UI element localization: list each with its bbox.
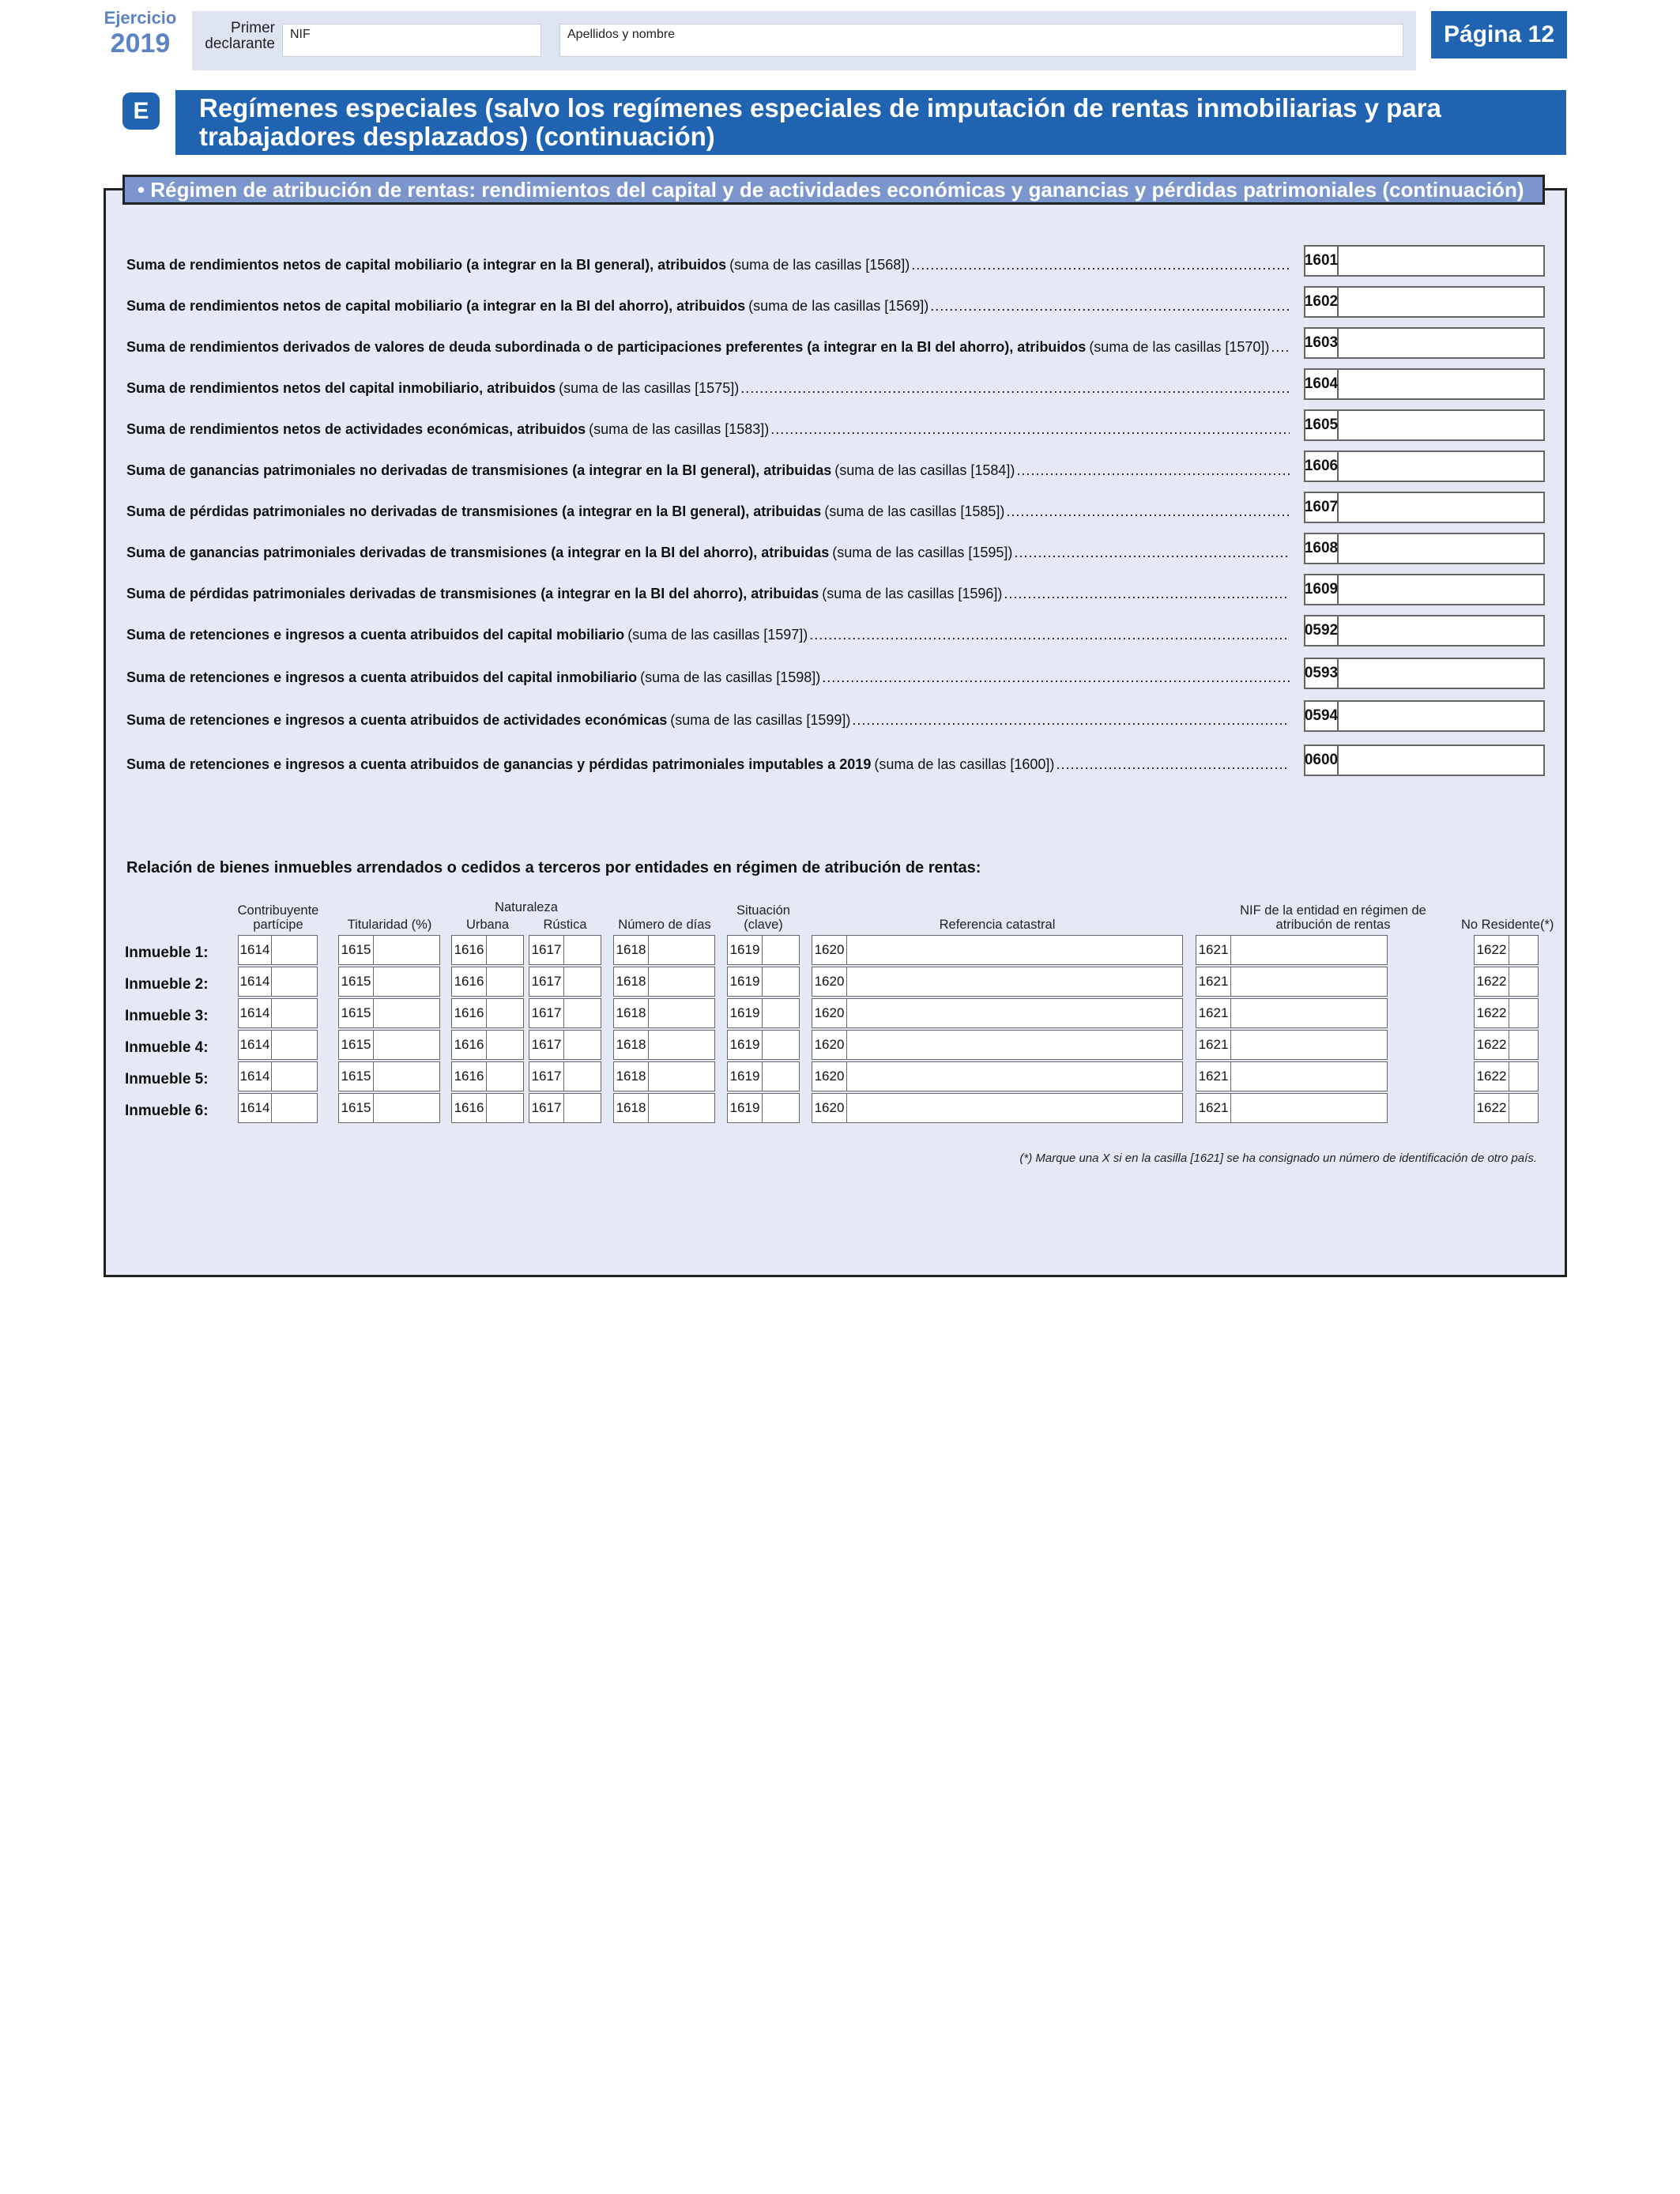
header-nif-entidad: NIF de la entidad en régimen de atribución de rentas [1240,903,1426,932]
table-cell[interactable] [238,935,318,965]
leader-dots [852,712,1290,729]
row-label: Suma de retenciones e ingresos a cuenta atribuidos de actividades económicas [126,712,668,728]
cell-code: 1618 [614,1062,649,1091]
row-label: Suma de ganancias patrimoniales no derivadas de transmisiones (a integrar en la BI general), atribuidas [126,462,832,478]
row-note: (suma de las casillas [1598]) [640,669,821,685]
cell-code: 1614 [239,1062,272,1091]
casilla-number: 1605 [1305,411,1339,439]
casilla-input[interactable] [1304,286,1545,318]
cell-code: 1614 [239,999,272,1027]
apellidos-field[interactable] [559,24,1403,57]
row-label: Suma de rendimientos netos de capital mobiliario (a integrar en la BI general), atribuidos [126,257,727,273]
table-cell[interactable] [727,998,800,1028]
header-no-residente: No Residente(*) [1461,918,1554,932]
table-cell[interactable] [613,935,715,965]
table-cell[interactable] [1196,967,1388,997]
cell-code: 1618 [614,1031,649,1059]
row-note: (suma de las casillas [1600]) [874,756,1055,772]
subsection-title: • Régimen de atribución de rentas: rendimientos del capital y de actividades económicas y ganancias y pérdidas patrimoniales (continuación) [137,178,1524,202]
cell-code: 1615 [339,1094,374,1122]
table-cell[interactable] [1474,1061,1539,1091]
header-referencia: Referencia catastral [939,918,1056,932]
table-cell[interactable] [338,935,440,965]
row-description [126,457,1290,479]
row-note: (suma de las casillas [1583]) [589,421,770,437]
table-cell[interactable] [812,935,1183,965]
cell-code: 1616 [452,1031,487,1059]
casilla-input[interactable] [1304,700,1545,732]
cell-code: 1620 [812,1031,847,1059]
inmueble-label: Inmueble 1: [125,944,209,961]
cell-code: 1619 [728,1062,763,1091]
casilla-number: 1606 [1305,452,1339,481]
table-cell[interactable] [451,1030,524,1060]
cell-code: 1615 [339,967,374,996]
leader-dots [770,421,1290,438]
header-naturaleza: Naturaleza [495,900,558,914]
cell-code: 1618 [614,1094,649,1122]
cell-code: 1618 [614,999,649,1027]
casilla-number: 0594 [1305,702,1339,730]
casilla-number: 1607 [1305,493,1339,522]
table-cell[interactable] [727,935,800,965]
row-description [126,292,1290,315]
footnote: (*) Marque una X si en la casilla [1621] se ha consignado un número de identificación de otro país. [1019,1152,1537,1165]
table-cell[interactable] [451,935,524,965]
inmueble-label: Inmueble 3: [125,1008,209,1024]
inmueble-label: Inmueble 6: [125,1103,209,1119]
table-cell[interactable] [727,1030,800,1060]
table-cell[interactable] [1474,967,1539,997]
table-cell[interactable] [451,998,524,1028]
casilla-input[interactable] [1304,533,1545,564]
cell-code: 1617 [529,999,564,1027]
cell-code: 1614 [239,967,272,996]
casilla-input[interactable] [1304,658,1545,689]
cell-code: 1619 [728,1094,763,1122]
cell-code: 1617 [529,1031,564,1059]
table-title: Relación de bienes inmuebles arrendados o cedidos a terceros por entidades en régimen de atribución de rentas: [126,859,981,876]
casilla-number: 1601 [1305,247,1339,275]
cell-code: 1621 [1196,1094,1231,1122]
cell-code: 1619 [728,936,763,964]
leader-dots [911,257,1290,273]
cell-code: 1616 [452,1094,487,1122]
cell-code: 1621 [1196,1031,1231,1059]
casilla-input[interactable] [1304,745,1545,776]
table-cell[interactable] [1474,1030,1539,1060]
cell-code: 1616 [452,999,487,1027]
table-cell[interactable] [338,1093,440,1123]
table-cell[interactable] [613,1093,715,1123]
table-cell[interactable] [238,967,318,997]
row-description [126,621,1290,643]
row-description [126,334,1290,356]
cell-code: 1617 [529,1094,564,1122]
row-description [126,375,1290,397]
table-cell[interactable] [812,1093,1183,1123]
cell-code: 1619 [728,999,763,1027]
header-titularidad: Titularidad (%) [347,918,432,932]
header-numero-dias: Número de días [618,918,711,932]
row-description [126,498,1290,520]
row-description [126,707,1290,729]
row-label: Suma de rendimientos netos de capital mobiliario (a integrar en la BI del ahorro), atribuidos [126,298,746,314]
table-cell[interactable] [238,998,318,1028]
cell-code: 1619 [728,1031,763,1059]
table-cell[interactable] [1196,1061,1388,1091]
casilla-input[interactable] [1304,368,1545,400]
leader-dots [1006,503,1290,520]
leader-dots [1014,545,1290,561]
cell-code: 1622 [1475,967,1509,996]
casilla-number: 1604 [1305,370,1339,398]
cell-code: 1622 [1475,1062,1509,1091]
cell-code: 1618 [614,967,649,996]
leader-dots [1056,756,1290,773]
table-cell[interactable] [529,1030,601,1060]
table-cell[interactable] [727,1061,800,1091]
table-cell[interactable] [812,1061,1183,1091]
row-note: (suma de las casillas [1568]) [729,257,910,273]
table-cell[interactable] [451,967,524,997]
row-label: Suma de rendimientos netos de actividades económicas, atribuidos [126,421,586,437]
section-badge: E [122,92,160,130]
table-cell[interactable] [238,1061,318,1091]
table-cell[interactable] [451,1093,524,1123]
inmueble-label: Inmueble 2: [125,976,209,993]
apellidos-label: Apellidos y nombre [567,28,676,41]
table-cell[interactable] [338,967,440,997]
table-cell[interactable] [812,967,1183,997]
table-cell[interactable] [1474,935,1539,965]
casilla-number: 0592 [1305,616,1339,645]
cell-code: 1620 [812,999,847,1027]
cell-code: 1621 [1196,1062,1231,1091]
row-label: Suma de retenciones e ingresos a cuenta atribuidos del capital mobiliario [126,627,625,643]
table-cell[interactable] [338,1030,440,1060]
leader-dots [809,627,1290,643]
row-label: Suma de ganancias patrimoniales derivadas de transmisiones (a integrar en la BI del ahorro), atribuidas [126,545,830,560]
row-description [126,580,1290,602]
cell-code: 1618 [614,936,649,964]
cell-code: 1615 [339,1062,374,1091]
row-note: (suma de las casillas [1584]) [834,462,1015,478]
casilla-number: 1603 [1305,329,1339,357]
cell-code: 1616 [452,1062,487,1091]
table-cell[interactable] [1474,1093,1539,1123]
casilla-input[interactable] [1304,492,1545,523]
cell-code: 1617 [529,1062,564,1091]
cell-code: 1619 [728,967,763,996]
nif-field[interactable] [282,24,541,57]
table-cell[interactable] [727,1093,800,1123]
cell-code: 1620 [812,936,847,964]
row-note: (suma de las casillas [1597]) [627,627,808,643]
table-cell[interactable] [1196,1093,1388,1123]
row-description [126,251,1290,273]
inmueble-label: Inmueble 4: [125,1039,209,1056]
table-cell[interactable] [338,1061,440,1091]
row-description [126,539,1290,561]
header-urbana: Urbana [465,918,510,932]
cell-code: 1621 [1196,967,1231,996]
row-note: (suma de las casillas [1585]) [824,503,1005,519]
table-cell[interactable] [529,1061,601,1091]
table-cell[interactable] [1474,998,1539,1028]
casilla-number: 1602 [1305,288,1339,316]
cell-code: 1621 [1196,936,1231,964]
table-cell[interactable] [1196,998,1388,1028]
casilla-number: 0600 [1305,746,1339,775]
cell-code: 1614 [239,936,272,964]
leader-dots [1271,339,1290,356]
table-cell[interactable] [613,967,715,997]
casilla-number: 0593 [1305,659,1339,688]
cell-code: 1616 [452,936,487,964]
section-title: Regímenes especiales (salvo los regímenes especiales de imputación de rentas inmobiliarias y para trabajadores desplazados) (continuación) [199,93,1441,151]
casilla-input[interactable] [1304,615,1545,647]
page-number: Página 12 [1431,11,1567,58]
row-label: Suma de pérdidas patrimoniales no derivadas de transmisiones (a integrar en la BI general), atribuidas [126,503,822,519]
row-note: (suma de las casillas [1569]) [748,298,929,314]
table-cell[interactable] [529,935,601,965]
row-description [126,751,1290,773]
table-cell[interactable] [1196,935,1388,965]
table-cell[interactable] [613,998,715,1028]
row-description [126,416,1290,438]
header-situacion: Situación (clave) [736,903,790,932]
leader-dots [930,298,1290,315]
row-label: Suma de retenciones e ingresos a cuenta atribuidos del capital inmobiliario [126,669,638,685]
leader-dots [740,380,1290,397]
cell-code: 1615 [339,936,374,964]
table-cell[interactable] [812,1030,1183,1060]
cell-code: 1622 [1475,999,1509,1027]
cell-code: 1622 [1475,936,1509,964]
casilla-number: 1608 [1305,534,1339,563]
casilla-input[interactable] [1304,409,1545,441]
cell-code: 1616 [452,967,487,996]
row-label: Suma de rendimientos derivados de valores de deuda subordinada o de participaciones preferentes (a integrar en la BI del ahorro), atribuidos [126,339,1087,355]
row-label: Suma de retenciones e ingresos a cuenta atribuidos de ganancias y pérdidas patrimoniales imputables a 2019 [126,756,872,772]
table-cell[interactable] [529,967,601,997]
table-cell[interactable] [812,998,1183,1028]
row-label: Suma de rendimientos netos del capital inmobiliario, atribuidos [126,380,556,396]
table-cell[interactable] [238,1030,318,1060]
inmueble-label: Inmueble 5: [125,1071,209,1088]
casilla-number: 1609 [1305,575,1339,604]
row-label: Suma de pérdidas patrimoniales derivadas de transmisiones (a integrar en la BI del ahorro), atribuidas [126,586,819,601]
leader-dots [1004,586,1290,602]
row-note: (suma de las casillas [1570]) [1089,339,1270,355]
header-contribuyente: Contribuyente partícipe [237,903,319,932]
table-cell[interactable] [451,1061,524,1091]
table-cell[interactable] [613,1030,715,1060]
header-rustica: Rústica [543,918,587,932]
casilla-input[interactable] [1304,327,1545,359]
casilla-input[interactable] [1304,245,1545,277]
cell-code: 1615 [339,1031,374,1059]
cell-code: 1614 [239,1031,272,1059]
table-cell[interactable] [238,1093,318,1123]
casilla-input[interactable] [1304,450,1545,482]
leader-dots [822,669,1290,686]
cell-code: 1615 [339,999,374,1027]
primer-declarante-label: Primer declarante [205,20,275,52]
cell-code: 1622 [1475,1094,1509,1122]
cell-code: 1614 [239,1094,272,1122]
table-cell[interactable] [338,998,440,1028]
table-cell[interactable] [727,967,800,997]
leader-dots [1016,462,1290,479]
table-cell[interactable] [529,1093,601,1123]
row-description [126,664,1290,686]
cell-code: 1620 [812,1094,847,1122]
nif-label: NIF [290,28,311,41]
casilla-input[interactable] [1304,574,1545,605]
row-note: (suma de las casillas [1595]) [832,545,1013,560]
table-cell[interactable] [1196,1030,1388,1060]
cell-code: 1620 [812,1062,847,1091]
row-note: (suma de las casillas [1575]) [559,380,740,396]
table-cell[interactable] [613,1061,715,1091]
ejercicio-label: Ejercicio [104,8,177,28]
row-note: (suma de las casillas [1596]) [822,586,1003,601]
table-cell[interactable] [529,998,601,1028]
year: 2019 [110,28,171,58]
cell-code: 1622 [1475,1031,1509,1059]
row-note: (suma de las casillas [1599]) [670,712,851,728]
cell-code: 1617 [529,936,564,964]
cell-code: 1620 [812,967,847,996]
cell-code: 1621 [1196,999,1231,1027]
cell-code: 1617 [529,967,564,996]
